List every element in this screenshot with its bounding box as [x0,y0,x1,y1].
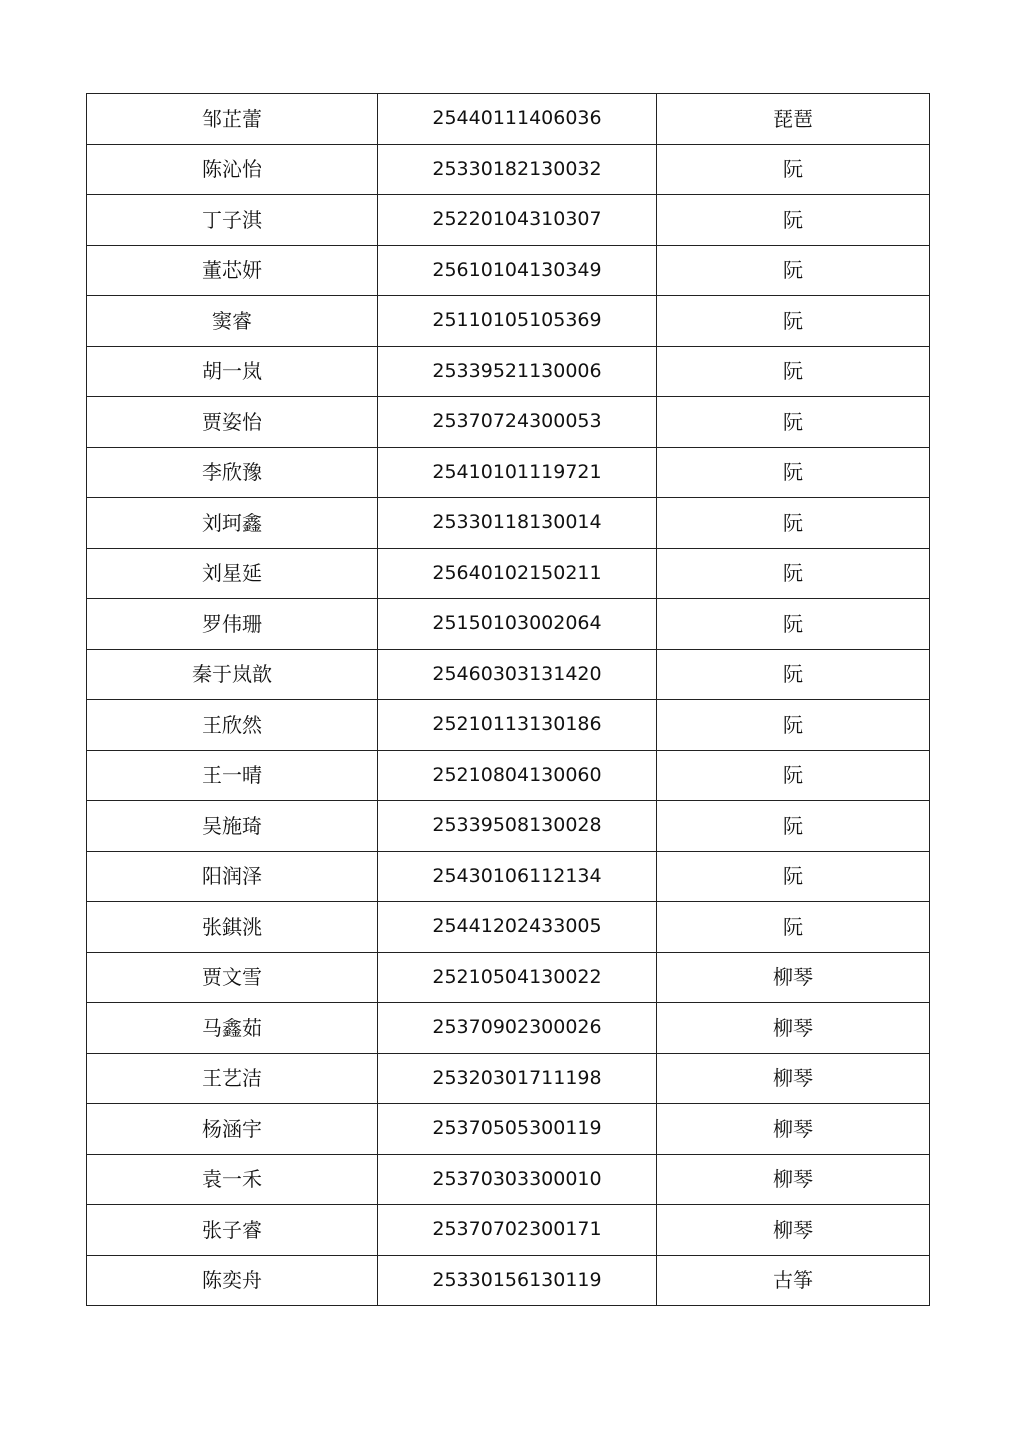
table-row [87,649,930,700]
instrument-cell: 阮 [657,649,930,700]
candidate-id-cell: 25210113130186 [378,700,657,751]
candidate-id-cell: 25370902300026 [378,1003,657,1054]
candidate-id-cell: 25610104130349 [378,245,657,296]
candidate-id-cell: 25150103002064 [378,599,657,650]
student-name-cell: 王一晴 [87,750,378,801]
table-row [87,851,930,902]
table-row [87,1255,930,1306]
instrument-cell: 柳琴 [657,1154,930,1205]
student-name-cell: 刘星延 [87,548,378,599]
instrument-cell: 阮 [657,346,930,397]
instrument-cell: 阮 [657,498,930,549]
candidate-id-cell: 25370702300171 [378,1205,657,1256]
instrument-cell: 阮 [657,397,930,448]
student-name-cell: 杨涵宇 [87,1104,378,1155]
table-row [87,346,930,397]
student-name-cell: 袁一禾 [87,1154,378,1205]
instrument-cell: 柳琴 [657,1053,930,1104]
candidate-id-cell: 25430106112134 [378,851,657,902]
candidate-id-cell: 25441202433005 [378,902,657,953]
table-row [87,498,930,549]
instrument-cell: 柳琴 [657,952,930,1003]
instrument-cell: 阮 [657,902,930,953]
student-name-cell: 董芯妍 [87,245,378,296]
student-name-cell: 窦睿 [87,296,378,347]
student-name-cell: 贾文雪 [87,952,378,1003]
instrument-cell: 阮 [657,548,930,599]
table-row [87,245,930,296]
student-name-cell: 刘珂鑫 [87,498,378,549]
table-row [87,1104,930,1155]
instrument-cell: 阮 [657,700,930,751]
table-row [87,397,930,448]
student-name-cell: 陈奕舟 [87,1255,378,1306]
table-row [87,1003,930,1054]
instrument-cell: 阮 [657,750,930,801]
table-body [87,94,930,1306]
candidate-id-cell: 25640102150211 [378,548,657,599]
instrument-cell: 阮 [657,245,930,296]
instrument-cell: 柳琴 [657,1205,930,1256]
table-row [87,548,930,599]
table-row [87,1154,930,1205]
student-name-cell: 陈沁怡 [87,144,378,195]
student-name-cell: 胡一岚 [87,346,378,397]
candidate-id-cell: 25330182130032 [378,144,657,195]
instrument-cell: 阮 [657,851,930,902]
instrument-cell: 阮 [657,599,930,650]
candidate-id-cell: 25440111406036 [378,94,657,145]
student-name-cell: 王欣然 [87,700,378,751]
student-name-cell: 李欣豫 [87,447,378,498]
instrument-cell: 柳琴 [657,1003,930,1054]
table-row [87,195,930,246]
table-row [87,599,930,650]
table-row [87,296,930,347]
candidate-id-cell: 25370303300010 [378,1154,657,1205]
instrument-cell: 阮 [657,195,930,246]
table-row [87,750,930,801]
candidate-id-cell: 25330118130014 [378,498,657,549]
student-name-cell: 邹芷蕾 [87,94,378,145]
candidate-id-cell: 25320301711198 [378,1053,657,1104]
student-name-cell: 罗伟珊 [87,599,378,650]
table-row [87,902,930,953]
student-name-cell: 王艺洁 [87,1053,378,1104]
student-name-cell: 张子睿 [87,1205,378,1256]
candidate-id-cell: 25410101119721 [378,447,657,498]
instrument-cell: 阮 [657,447,930,498]
table-row [87,94,930,145]
table-row [87,1205,930,1256]
student-name-cell: 吴施琦 [87,801,378,852]
student-name-cell: 阳润泽 [87,851,378,902]
results-table [86,93,930,1306]
instrument-cell: 阮 [657,296,930,347]
candidate-id-cell: 25370505300119 [378,1104,657,1155]
candidate-id-cell: 25220104310307 [378,195,657,246]
candidate-id-cell: 25339521130006 [378,346,657,397]
table-row [87,144,930,195]
table-row [87,1053,930,1104]
table-row [87,801,930,852]
candidate-id-cell: 25210504130022 [378,952,657,1003]
student-name-cell: 张錤洮 [87,902,378,953]
student-name-cell: 马鑫茹 [87,1003,378,1054]
candidate-id-cell: 25370724300053 [378,397,657,448]
student-name-cell: 丁子淇 [87,195,378,246]
instrument-cell: 阮 [657,144,930,195]
instrument-cell: 琵琶 [657,94,930,145]
candidate-id-cell: 25210804130060 [378,750,657,801]
candidate-id-cell: 25330156130119 [378,1255,657,1306]
instrument-cell: 古筝 [657,1255,930,1306]
table-row [87,447,930,498]
instrument-cell: 阮 [657,801,930,852]
student-name-cell: 贾姿怡 [87,397,378,448]
candidate-id-cell: 25339508130028 [378,801,657,852]
table-row [87,952,930,1003]
candidate-id-cell: 25110105105369 [378,296,657,347]
table-row [87,700,930,751]
instrument-cell: 柳琴 [657,1104,930,1155]
student-name-cell: 秦于岚歆 [87,649,378,700]
candidate-id-cell: 25460303131420 [378,649,657,700]
